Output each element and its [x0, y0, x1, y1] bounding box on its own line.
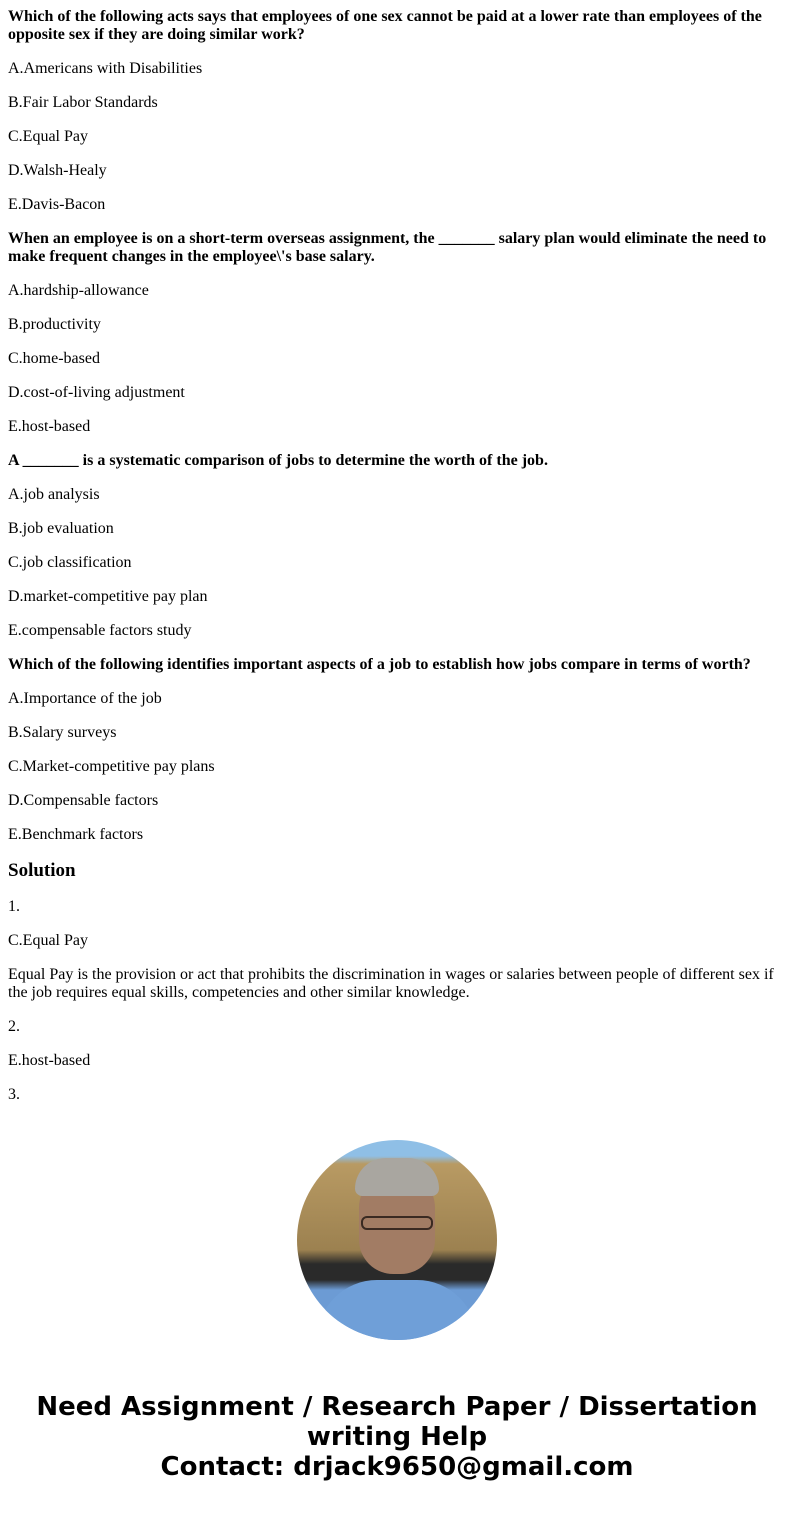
question-1-option-c: C.Equal Pay [8, 128, 88, 145]
question-4-text: Which of the following identifies important aspects of a job to establish how jobs compare in terms of worth? [8, 656, 751, 673]
promo-banner [0, 1392, 794, 1512]
question-2-option-e: E.host-based [8, 418, 91, 435]
question-2-option-c: C.home-based [8, 350, 100, 367]
solution-item: 2. [8, 1018, 20, 1035]
question-4-option-a: A.Importance of the job [8, 690, 162, 707]
solution-item: E.host-based [8, 1052, 91, 1069]
question-3-text: A _______ is a systematic comparison of jobs to determine the worth of the job. [8, 452, 548, 469]
question-2-option-d: D.cost-of-living adjustment [8, 384, 185, 401]
question-4-option-c: C.Market-competitive pay plans [8, 758, 215, 775]
question-1-option-e: E.Davis-Bacon [8, 196, 106, 213]
author-avatar [297, 1140, 497, 1340]
question-4-option-b: B.Salary surveys [8, 724, 117, 741]
promo-line-1: Need Assignment / Research Paper / Dissertation writing Help [36, 1392, 758, 1452]
solution-item: C.Equal Pay [8, 932, 88, 949]
promo-contact: Contact: drjack9650@gmail.com [160, 1452, 634, 1482]
question-3-option-a: A.job analysis [8, 486, 100, 503]
avatar-hair [355, 1158, 439, 1196]
question-4-option-d: D.Compensable factors [8, 792, 159, 809]
question-3-option-b: B.job evaluation [8, 520, 114, 537]
question-1-option-a: A.Americans with Disabilities [8, 60, 203, 77]
question-1-option-b: B.Fair Labor Standards [8, 94, 158, 111]
solution-item: 1. [8, 898, 20, 915]
question-2-option-a: A.hardship-allowance [8, 282, 149, 299]
question-4-option-e: E.Benchmark factors [8, 826, 144, 843]
question-3-option-e: E.compensable factors study [8, 622, 192, 639]
solution-item: 3. [8, 1086, 20, 1103]
solution-heading: Solution [8, 860, 76, 881]
solution-item: Equal Pay is the provision or act that prohibits the discrimination in wages or salaries between people of different sex if the job requires equal skills, competencies and other similar knowledge. [8, 966, 774, 1001]
question-1-text: Which of the following acts says that employees of one sex cannot be paid at a lower rate than employees of the opposite sex if they are doing similar work? [8, 8, 762, 43]
question-1-option-d: D.Walsh-Healy [8, 162, 107, 179]
question-2-text: When an employee is on a short-term overseas assignment, the _______ salary plan would eliminate the need to make frequent changes in the employee\'s base salary. [8, 230, 767, 265]
question-3-option-d: D.market-competitive pay plan [8, 588, 208, 605]
avatar-glasses [361, 1216, 433, 1230]
avatar-container [0, 1140, 794, 1340]
question-2-option-b: B.productivity [8, 316, 101, 333]
avatar-shirt [317, 1280, 477, 1340]
question-3-option-c: C.job classification [8, 554, 132, 571]
